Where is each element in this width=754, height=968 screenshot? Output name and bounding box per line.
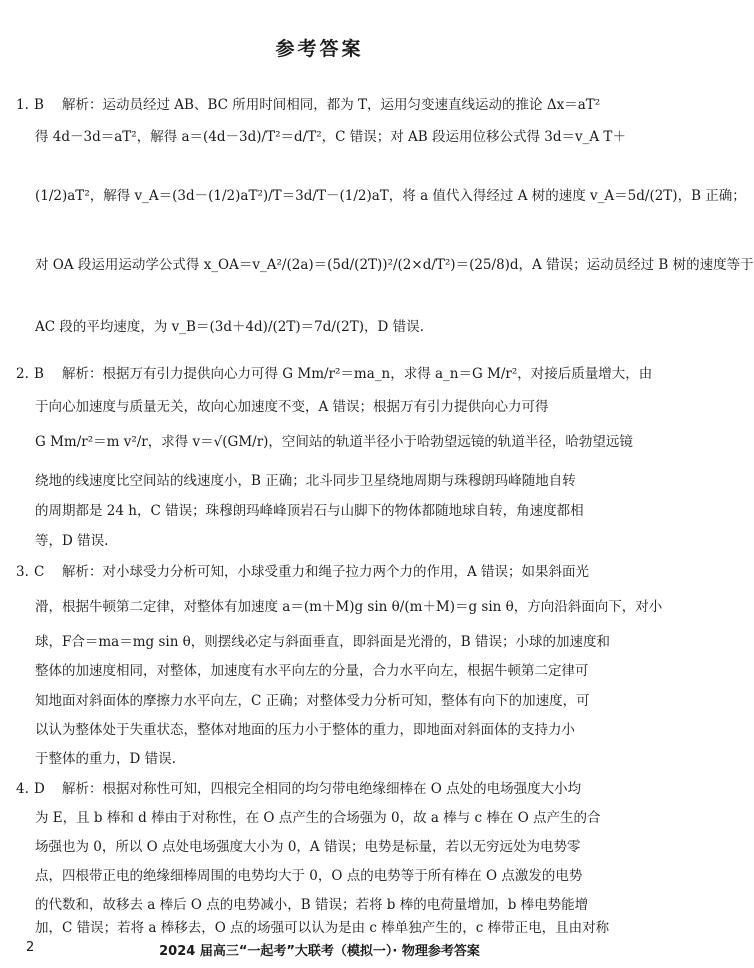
page-number: 2 <box>26 940 35 955</box>
q2-number: 2. <box>16 366 29 382</box>
q4-line-5: 的代数和，故移去 a 棒后 O 点的电势减小，B 错误；若将 b 棒的电荷量增加，b 棒电势能增 <box>35 897 589 913</box>
q2-line-6: 等，D 错误. <box>35 533 109 549</box>
q4-number: 4. <box>16 781 29 797</box>
q3-line-5: 知地面对斜面体的摩擦力水平向左，C 正确；对整体受力分析可知，整体有向下的加速度，可 <box>35 693 590 709</box>
q1-line-2: 得 4d－3d＝aT²，解得 a＝(4d－3d)/T²＝d/T²，C 错误；对 AB 段运用位移公式得 3d＝v_A T＋ <box>35 129 626 145</box>
q4-answer: D <box>34 781 45 797</box>
q1-line-5: AC 段的平均速度，为 v_B＝(3d＋4d)/(2T)＝7d/(2T)，D 错误. <box>35 319 424 335</box>
q4-line-3: 场强也为 0，所以 O 点处电场强度大小为 0，A 错误；电势是标量，若以无穷远处为电势零 <box>35 839 581 855</box>
q3-answer: C <box>34 564 45 580</box>
q3-line-3: 球，F合＝ma＝mg sin θ，则摆线必定与斜面垂直，即斜面是光滑的，B 错误；小球的加速度和 <box>35 634 611 650</box>
q3-line-1: 3. C 解析：对小球受力分析可知，小球受重力和绳子拉力两个力的作用，A 错误；如果斜面光 <box>16 564 590 580</box>
q3-number: 3. <box>16 564 29 580</box>
q2-line-2: 于向心加速度与质量无关，故向心加速度不变，A 错误；根据万有引力提供向心力可得 <box>35 399 549 415</box>
q3-line-7: 于整体的重力，D 错误. <box>35 751 176 767</box>
q1-line-3: (1/2)aT²，解得 v_A＝(3d－(1/2)aT²)/T＝3d/T－(1/2)aT，将 a 值代入得经过 A 树的速度 v_A＝5d/(2T)，B 正确； <box>35 188 746 204</box>
q4-line-1: 4. D 解析：根据对称性可知，四根完全相同的均匀带电绝缘细棒在 O 点处的电场强度大小均 <box>16 781 582 797</box>
q3-line-4: 整体的加速度相同，对整体，加速度有水平向左的分量，合力水平向左，根据牛顿第二定律可 <box>35 663 589 679</box>
q2-line-1: 2. B 解析：根据万有引力提供向心力可得 G Mm/r²＝ma_n，求得 a_n＝G M/r²，对接后质量增大，由 <box>16 366 653 382</box>
q1-line-4: 对 OA 段运用运动学公式得 x_OA＝v_A²/(2a)＝(5d/(2T))²/(2×d/T²)＝(25/8)d，A 错误；运动员经过 B 树的速度等于 <box>35 257 754 273</box>
q4-line-6: 加，C 错误；若将 a 棒移去，O 点的场强可以认为是由 c 棒单独产生的，c 棒带正电，且由对称 <box>35 920 610 936</box>
q3-line-2: 滑，根据牛顿第二定律，对整体有加速度 a＝(m＋M)g sin θ/(m＋M)＝g sin θ，方向沿斜面向下，对小 <box>35 599 663 615</box>
footer-text: 2024 届高三“一起考”大联考（模拟一）· 物理参考答案 <box>159 944 480 959</box>
q2-line-4: 绕地的线速度比空间站的线速度小，B 正确；北斗同步卫星绕地周期与珠穆朗玛峰随地自转 <box>35 473 576 489</box>
q2-answer: B <box>34 366 44 382</box>
q1-number: 1. <box>16 97 29 113</box>
q4-line-4: 点，四根带正电的绝缘细棒周围的电势均大于 0，O 点的电势等于所有棒在 O 点激发的电势 <box>35 868 583 884</box>
page-title: 参考答案 <box>275 38 364 60</box>
q1-line-1: 1. B 解析：运动员经过 AB、BC 所用时间相同，都为 T，运用匀变速直线运动的推论 Δx＝aT² <box>16 97 601 113</box>
q3-line-6: 以认为整体处于失重状态，整体对地面的压力小于整体的重力，即地面对斜面体的支持力小 <box>35 722 575 738</box>
q2-line-5: 的周期都是 24 h，C 错误；珠穆朗玛峰峰顶岩石与山脚下的物体都随地球自转，角速度都相 <box>35 503 584 519</box>
q4-line-2: 为 E，且 b 棒和 d 棒由于对称性，在 O 点产生的合场强为 0，故 a 棒与 c 棒在 O 点产生的合 <box>35 810 601 826</box>
q1-answer: B <box>34 97 44 113</box>
q2-line-3: G Mm/r²＝m v²/r，求得 v＝√(GM/r)，空间站的轨道半径小于哈勃望远镜的轨道半径，哈勃望远镜 <box>35 434 633 450</box>
